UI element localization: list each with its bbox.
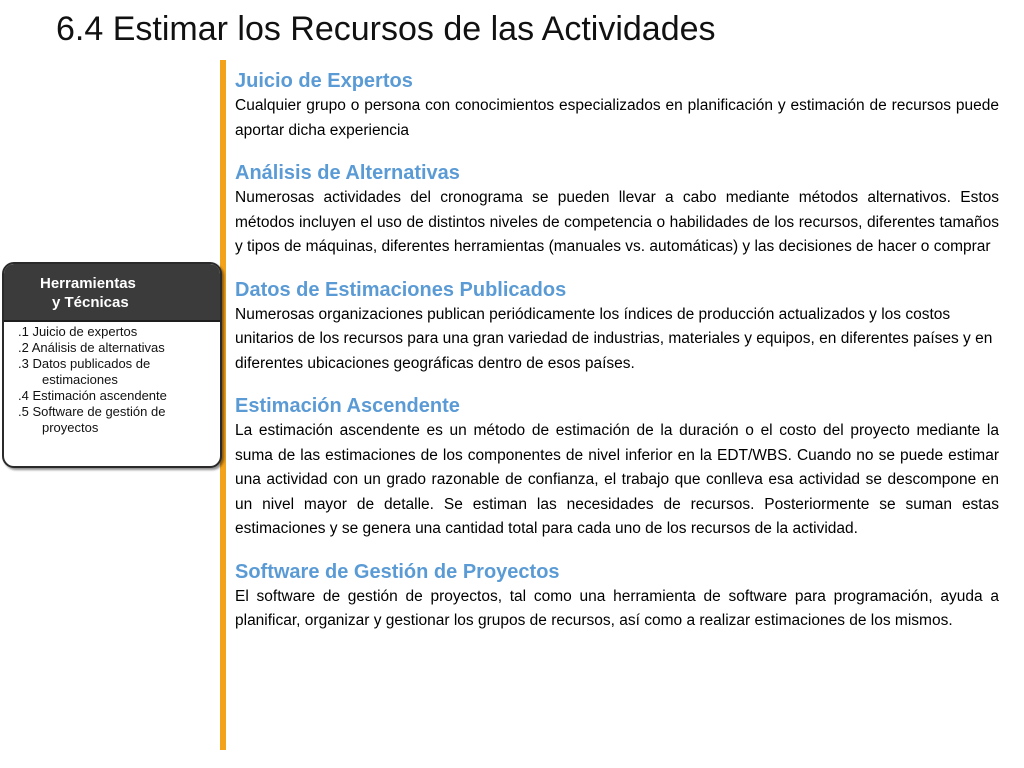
section-heading: Juicio de Expertos	[235, 70, 413, 92]
tools-techniques-card	[2, 262, 222, 468]
section-pm-software	[235, 559, 999, 634]
section-expert-judgment	[235, 68, 999, 143]
tools-list-item-continuation: estimaciones	[42, 372, 118, 387]
tools-list-item: .1 Juicio de expertos	[18, 324, 138, 339]
section-body: Numerosas organizaciones publican periódicamente los índices de producción actualizados y los costos unitarios de los recursos para una gran variedad de industrias, materiales y equipos, en diferentes países y en diferentes ubicaciones geográficas dentro de esos países.	[235, 305, 993, 372]
section-heading: Software de Gestión de Proyectos	[235, 560, 560, 583]
section-heading: Estimación Ascendente	[235, 395, 460, 417]
tools-list-item: .5 Software de gestión de	[18, 404, 166, 419]
section-published-estimating-data	[235, 277, 999, 377]
content-column	[235, 68, 999, 634]
section-alternatives-analysis	[235, 160, 999, 260]
section-heading: Análisis de Alternativas	[235, 162, 460, 184]
tools-list	[4, 322, 220, 436]
tools-list-item: .2 Análisis de alternativas	[18, 340, 165, 355]
tools-list-item: .3 Datos publicados de	[18, 356, 151, 371]
tools-card-header-line1: Herramientas	[40, 275, 136, 292]
tools-card-header-line2: y Técnicas	[52, 294, 129, 311]
slide-title: 6.4 Estimar los Recursos de las Actividades	[56, 10, 716, 48]
section-body: El software de gestión de proyectos, tal como una herramienta de software para programación, ayuda a planificar, organizar y gestionar los grupos de recursos, así como a realizar estimaciones de los mismos.	[235, 587, 999, 629]
section-bottom-up-estimating	[235, 393, 999, 542]
tools-list-item-continuation: proyectos	[42, 420, 99, 435]
section-body: Cualquier grupo o persona con conocimientos especializados en planificación y estimación de recursos puede aportar dicha experiencia	[235, 97, 999, 139]
tools-list-item: .4 Estimación ascendente	[18, 388, 167, 403]
tools-card-header	[4, 264, 220, 322]
section-body: Numerosas actividades del cronograma se pueden llevar a cabo mediante métodos alternativos. Estos métodos incluyen el uso de distintos niveles de competencia o habilidades de los recursos, diferentes tamaños y tipos de máquinas, diferentes herramientas (manuales vs. automáticas) y las decisiones de hacer o comprar	[235, 189, 999, 255]
section-heading: Datos de Estimaciones Publicados	[235, 278, 567, 301]
section-body: La estimación ascendente es un método de estimación de la duración o el costo del proyecto mediante la suma de las estimaciones de los componentes de nivel inferior en la EDT/WBS. Cuando no se puede estimar una actividad con un grado razonable de confianza, el trabajo que conlleva esa actividad se descompone en un nivel mayor de detalle. Se estiman las necesidades de recursos. Posteriormente se suman estas estimaciones y se genera una cantidad total para cada uno de los recursos de la actividad.	[235, 422, 999, 537]
